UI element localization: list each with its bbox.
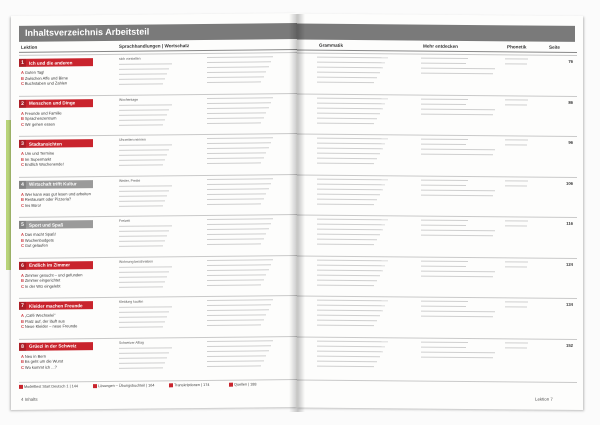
text-line [421, 311, 495, 313]
text-line [207, 193, 266, 195]
text-line [207, 56, 273, 58]
lesson-number: 1 [19, 59, 26, 67]
text-line [207, 284, 261, 286]
lesson-row [19, 133, 297, 176]
text-line [119, 306, 172, 308]
text-line [207, 66, 269, 68]
lesson-section: BSprachenzentrum [21, 115, 57, 121]
text-line [421, 189, 495, 191]
lesson-number: 2 [19, 99, 26, 107]
lesson-section: CIns Büro! [21, 202, 41, 208]
text-line [119, 149, 169, 151]
lesson-row-right [297, 174, 577, 217]
text-line [207, 117, 264, 119]
text-line [207, 269, 269, 271]
text-line [317, 345, 385, 347]
text-line [317, 320, 377, 322]
text-line [505, 301, 528, 302]
text-line [421, 149, 495, 151]
text-line [317, 193, 380, 195]
sprachhandlung-text: Freizeit [119, 218, 131, 223]
text-line [505, 347, 527, 348]
lesson-section: AGuten Tag! [21, 69, 45, 75]
text-line [119, 352, 169, 354]
text-line [119, 63, 172, 65]
text-line [421, 235, 493, 237]
legend-item: Transkriptionen | 174 [169, 383, 209, 387]
sprachhandlung-text: Schweizer Alltag [119, 340, 144, 345]
text-line [207, 350, 269, 352]
page-number[interactable]: 134 [566, 301, 573, 307]
lesson-section: BRestaurant oder Pizzeria? [21, 196, 72, 202]
text-line [207, 340, 273, 342]
text-line [317, 188, 383, 190]
lesson-row-right [297, 53, 577, 96]
text-line [207, 198, 264, 200]
text-line [421, 351, 495, 353]
book-gutter [289, 14, 305, 412]
page-number[interactable]: 106 [566, 180, 573, 186]
text-line [505, 220, 528, 221]
text-line [119, 109, 169, 111]
text-line [119, 245, 163, 246]
text-line [317, 264, 385, 266]
text-line [421, 58, 468, 59]
text-line [421, 270, 495, 272]
text-line [207, 71, 266, 73]
text-line [317, 239, 377, 241]
text-line [119, 271, 169, 273]
text-line [207, 147, 269, 149]
text-line [421, 68, 495, 70]
lesson-number: 6 [19, 261, 26, 269]
text-line [421, 260, 468, 261]
text-line [421, 63, 466, 64]
lesson-section: CBuchstaben und Zahlen [21, 80, 68, 86]
text-line [119, 190, 169, 192]
text-line [207, 309, 269, 311]
page-title: Inhaltsverzeichnis Arbeitsteil [25, 26, 150, 38]
lesson-title: Stadtansichten [29, 140, 62, 147]
lesson-row-right [297, 296, 577, 339]
lesson-section: BEs geht um die Wurst [21, 358, 64, 364]
text-line [119, 73, 167, 75]
text-line [119, 357, 167, 359]
text-line [207, 304, 271, 306]
legend-item: Modelltest Start Deutsch 1 | 144 [19, 384, 78, 389]
title-bar-right [297, 24, 575, 42]
lesson-row [19, 174, 297, 217]
text-line [505, 104, 527, 105]
lesson-number: 7 [19, 302, 26, 310]
text-line [317, 72, 380, 74]
lesson-section: CWo kommt ich ...? [21, 364, 57, 370]
text-line [421, 73, 493, 75]
sprachhandlung-text: sich vorstellen [119, 56, 141, 61]
text-line [119, 154, 167, 156]
text-line [119, 185, 172, 187]
text-line [317, 198, 377, 200]
text-line [317, 315, 380, 317]
lesson-title-bar[interactable] [19, 342, 93, 351]
text-line [317, 97, 388, 99]
text-line [119, 276, 167, 278]
text-line [421, 139, 468, 140]
text-line [317, 355, 380, 357]
text-line [505, 58, 528, 59]
text-line [119, 124, 163, 125]
text-line [207, 264, 271, 266]
lesson-row-right [297, 255, 577, 298]
text-line [421, 306, 466, 307]
text-line [421, 108, 495, 110]
text-line [119, 114, 167, 116]
page-number[interactable]: 124 [566, 261, 573, 267]
text-line [421, 265, 466, 266]
page-number[interactable]: 76 [568, 58, 573, 64]
text-line [207, 238, 264, 240]
lesson-section: CEndlich Wochenende! [21, 161, 64, 167]
lesson-title-bar[interactable] [19, 139, 93, 148]
text-line [317, 143, 385, 145]
text-line [207, 142, 271, 144]
text-line [207, 314, 266, 316]
text-line [421, 154, 493, 156]
text-line [421, 301, 468, 302]
lesson-section: A„Café Wechselei“ [21, 312, 56, 318]
text-line [317, 310, 383, 312]
text-line [317, 178, 388, 180]
text-line [119, 266, 172, 268]
text-line [119, 235, 167, 237]
text-line [207, 203, 261, 205]
text-line [207, 137, 273, 139]
text-line [317, 117, 377, 119]
sprachhandlung-text: Kleidung kaufen [119, 299, 144, 304]
lesson-section: AFreunde und Familie [21, 109, 62, 116]
lesson-section: CGut gelaufen [21, 242, 48, 248]
text-line [119, 326, 163, 327]
text-line [317, 219, 388, 221]
text-line [317, 259, 388, 261]
text-line [317, 350, 383, 352]
text-line [207, 279, 264, 281]
lesson-section: BIm Supermarkt [21, 156, 52, 162]
text-line [207, 319, 264, 321]
lesson-row [19, 295, 297, 338]
text-line [421, 346, 466, 347]
title-bar [19, 23, 297, 42]
text-line [505, 261, 528, 262]
text-line [207, 324, 261, 326]
text-line [119, 205, 163, 206]
footer-legend [19, 379, 297, 391]
text-line [421, 225, 466, 226]
text-line [317, 82, 374, 83]
text-line [207, 61, 271, 63]
text-line [207, 218, 273, 220]
text-line [119, 286, 163, 287]
lesson-number: 8 [19, 342, 26, 350]
legend-item: Quellen | 188 [229, 382, 257, 386]
lesson-number: 3 [19, 140, 26, 148]
lesson-row [19, 336, 297, 379]
lesson-section: CIn der WG eingelebt [21, 282, 61, 289]
text-line [207, 223, 271, 225]
text-line [317, 229, 383, 231]
text-line [317, 224, 385, 226]
text-line [317, 153, 380, 155]
text-line [207, 233, 266, 235]
lesson-title: Wirtschaft trifft Kultur [29, 181, 77, 187]
text-line [421, 220, 468, 221]
text-line [317, 112, 380, 114]
left-page [11, 13, 297, 410]
page-number[interactable]: 86 [568, 99, 573, 105]
lesson-section: AZimmer gesucht – und gefunden [21, 271, 83, 278]
text-line [207, 178, 273, 180]
lesson-row-right [297, 93, 577, 136]
text-line [317, 158, 377, 160]
header-seite: Seite [549, 44, 560, 50]
text-line [421, 179, 468, 180]
text-line [119, 159, 165, 160]
text-line [317, 148, 383, 150]
lesson-section: ADas macht Spaß! [21, 231, 56, 237]
text-line [317, 183, 385, 185]
text-line [207, 259, 273, 261]
text-line [317, 365, 374, 366]
lesson-title: Menschen und Dinge [29, 100, 76, 106]
text-line [317, 300, 388, 302]
page-number[interactable]: 152 [566, 342, 573, 348]
text-line [317, 67, 383, 69]
text-line [317, 122, 374, 123]
header-grammatik: Grammatik [319, 42, 344, 48]
header-phonetik: Phonetik [507, 44, 527, 50]
text-line [505, 144, 527, 145]
sprachhandlung-text: Uhrzeiten nennen [119, 137, 146, 142]
lesson-title: Sport und Spaß [29, 221, 64, 228]
lesson-row [19, 93, 297, 136]
lesson-section: CWir gehen essen [21, 121, 55, 127]
lesson-title-bar[interactable] [19, 99, 93, 108]
text-line [317, 305, 385, 307]
text-line [421, 98, 468, 99]
text-line [207, 345, 271, 347]
text-line [207, 107, 269, 109]
lesson-title: Endlich im Zimmer [29, 262, 71, 268]
text-line [207, 81, 261, 83]
text-line [207, 183, 271, 185]
text-line [421, 194, 493, 196]
text-line [207, 243, 261, 245]
footer-rule-right [297, 380, 577, 383]
lesson-title-bar[interactable] [19, 58, 93, 67]
text-line [505, 225, 527, 226]
lesson-title: Grüezi in der Schweiz [29, 343, 77, 349]
text-line [119, 104, 172, 106]
text-line [207, 122, 261, 124]
text-line [505, 185, 527, 186]
lesson-section: AUm und Termine [21, 150, 55, 156]
text-line [119, 311, 169, 313]
lesson-section: ANeu in Bern [21, 353, 47, 359]
lesson-row-right [297, 336, 577, 379]
text-line [207, 360, 264, 362]
text-line [207, 274, 266, 276]
text-line [119, 83, 163, 84]
text-line [505, 180, 528, 181]
text-line [317, 102, 385, 104]
sprachhandlung-text: Wetter, Preise [119, 178, 141, 183]
text-line [317, 360, 377, 362]
text-line [317, 107, 383, 109]
text-line [505, 266, 527, 267]
text-line [317, 244, 374, 245]
lesson-row [19, 214, 297, 257]
text-line [119, 281, 165, 282]
header-sprachhandlungen: Sprachhandlungen | Wortschatz [119, 43, 190, 49]
lesson-title-bar[interactable] [19, 220, 93, 229]
right-page [297, 14, 583, 410]
text-line [421, 275, 493, 277]
text-line [317, 284, 374, 285]
text-line [119, 321, 165, 322]
text-line [119, 362, 165, 363]
text-line [207, 152, 266, 154]
sprachhandlung-text: Wohnung beschreiben [119, 259, 153, 264]
lesson-row-right [297, 215, 577, 258]
text-line [207, 97, 273, 99]
text-line [119, 195, 167, 197]
sprachhandlung-text: Wochentage [119, 97, 138, 102]
text-line [317, 203, 374, 204]
lesson-row [19, 52, 297, 95]
text-line [207, 188, 269, 190]
lesson-section: BWochenbudgets [21, 237, 54, 243]
text-line [317, 138, 388, 140]
lesson-number: 5 [19, 221, 26, 229]
text-line [119, 68, 169, 70]
text-line [421, 144, 466, 145]
text-line [119, 200, 165, 201]
text-line [421, 103, 466, 104]
text-line [317, 269, 383, 271]
text-line [505, 306, 527, 307]
text-line [317, 77, 377, 79]
text-line [119, 164, 163, 165]
text-line [119, 230, 169, 232]
text-line [421, 184, 466, 185]
legend-item: Lösungen – Übungsbuchteil | 164 [93, 383, 155, 388]
text-line [207, 76, 264, 78]
lesson-title-bar[interactable] [19, 261, 93, 270]
text-line [119, 78, 165, 79]
lesson-row [19, 255, 297, 298]
text-line [421, 341, 468, 342]
text-line [207, 157, 264, 159]
text-line [207, 102, 271, 104]
text-line [207, 299, 273, 301]
lesson-section: BPlatz auf, der läuft aus [21, 317, 65, 324]
text-line [421, 230, 495, 232]
text-line [317, 340, 388, 342]
lesson-section: AWer kann was gut lesen und arbeiten [21, 190, 91, 197]
text-line [207, 162, 261, 164]
text-line [317, 62, 385, 64]
lesson-section: BZimmer eingerichtet [21, 277, 61, 283]
lesson-section: BZwischen Affe und Birne [21, 74, 68, 81]
text-line [119, 347, 172, 349]
text-line [317, 279, 377, 281]
text-line [207, 355, 266, 357]
text-line [119, 240, 165, 241]
text-line [207, 365, 261, 367]
lesson-title: Ich und die anderen [29, 59, 73, 66]
text-line [505, 342, 528, 343]
lesson-number: 4 [19, 180, 26, 188]
header-lektion: Lektion [21, 44, 38, 50]
text-line [505, 99, 528, 100]
text-line [421, 316, 493, 318]
left-folio: 4 Inhalts [21, 396, 38, 402]
lesson-title: Kleider machen Freunde [29, 302, 83, 309]
text-line [119, 225, 172, 227]
text-line [317, 163, 374, 164]
header-mehr-entdecken: Mehr entdecken [423, 43, 458, 49]
lesson-title-bar[interactable] [19, 180, 93, 189]
page-number[interactable]: 116 [566, 220, 573, 226]
text-line [207, 112, 266, 114]
text-line [505, 63, 527, 64]
text-line [421, 113, 493, 115]
text-line [119, 367, 163, 368]
text-line [119, 144, 172, 146]
text-line [119, 316, 167, 318]
text-line [317, 234, 380, 236]
page-number[interactable]: 96 [568, 139, 573, 145]
text-line [317, 57, 388, 59]
text-line [317, 274, 380, 276]
text-line [317, 325, 374, 326]
text-line [505, 139, 528, 140]
text-line [119, 119, 165, 120]
text-line [421, 356, 493, 358]
right-folio: Lektion 7 [535, 396, 553, 402]
lesson-section: CNeue Kleider – neue Freunde [21, 323, 78, 329]
lesson-row-right [297, 134, 577, 177]
lesson-title-bar[interactable] [19, 301, 93, 310]
text-line [207, 228, 269, 230]
